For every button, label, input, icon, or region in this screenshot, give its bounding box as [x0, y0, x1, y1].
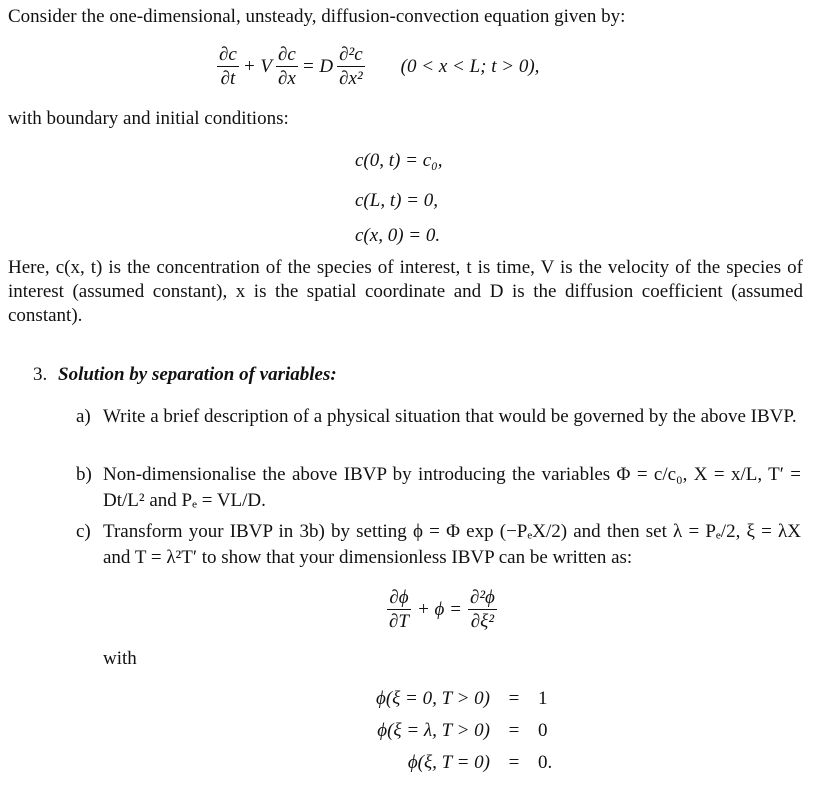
- eq2-term-d2phi-dxi2: $\frac{\text{∂²ϕ}}{\text{∂ξ²}}$: [469, 587, 495, 632]
- item-label: a): [76, 406, 91, 427]
- intro-text: Consider the one-dimensional, unsteady, diffusion-convection equation given by:: [8, 6, 626, 27]
- item-label: b): [76, 464, 92, 485]
- condition-line: c(x, 0) = 0.: [355, 225, 441, 246]
- item-label: c): [76, 521, 91, 542]
- final-condition-row: ϕ(ξ = λ, T > 0) = 0: [377, 720, 548, 741]
- dimensionless-equation: [385, 588, 499, 631]
- item-text: Non-dimensionalise the above IBVP by introducing the variables Φ = c/c₀, X = x/L, T′ = Dt/L² and Pₑ = VL/D.: [103, 464, 801, 511]
- pde-plus-v: + V: [242, 55, 273, 77]
- pde-domain: (0 < x < L; t > 0),: [400, 55, 540, 77]
- final-condition-row: ϕ(ξ, T = 0) = 0.: [407, 752, 553, 773]
- final-conditions: [340, 688, 570, 778]
- question-item-c: [76, 519, 801, 571]
- pde-term-d2c-dx2: $\frac{\text{∂²c}}{\text{∂x²}}$: [339, 44, 363, 89]
- pde-equation: [215, 45, 539, 88]
- eq2-middle: + ϕ =: [416, 598, 462, 620]
- definitions-paragraph: Here, c(x, t) is the concentration of the species of interest, t is time, V is the velocity of the species of interest (assumed constant), x is the spatial coordinate and D is the diffusion coefficient (assumed constant).: [8, 257, 803, 326]
- eq2-term-dphi-dT: $\frac{\partial\phi}{\partial T}$: [389, 587, 409, 632]
- section-title: Solution by separation of variables:: [58, 364, 337, 385]
- condition-line: c(0, t) = c₀,: [355, 150, 443, 171]
- question-item-b: [76, 462, 801, 514]
- item-text: Write a brief description of a physical situation that would be governed by the above IBVP.: [103, 406, 797, 427]
- bc-intro-text: with boundary and initial conditions:: [8, 108, 289, 129]
- condition-line: c(L, t) = 0,: [355, 190, 439, 211]
- section-number: 3.: [33, 364, 48, 385]
- section-heading: [33, 364, 337, 386]
- with-label: with: [103, 648, 137, 669]
- pde-term-dc-dt: $\frac{\partial c}{\partial t}$: [219, 44, 237, 89]
- pde-term-dc-dx: $\frac{\partial c}{\partial x}$: [278, 44, 296, 89]
- question-item-a: [76, 404, 801, 430]
- item-text: Transform your IBVP in 3b) by setting ϕ = Φ exp (−PₑX/2) and then set λ = Pₑ/2, ξ = λX and T = λ²T′ to show that your dimensionless IBVP can be written as:: [103, 521, 801, 568]
- pde-equals-d: = D: [301, 55, 334, 77]
- final-condition-row: ϕ(ξ = 0, T > 0) = 1: [376, 688, 548, 709]
